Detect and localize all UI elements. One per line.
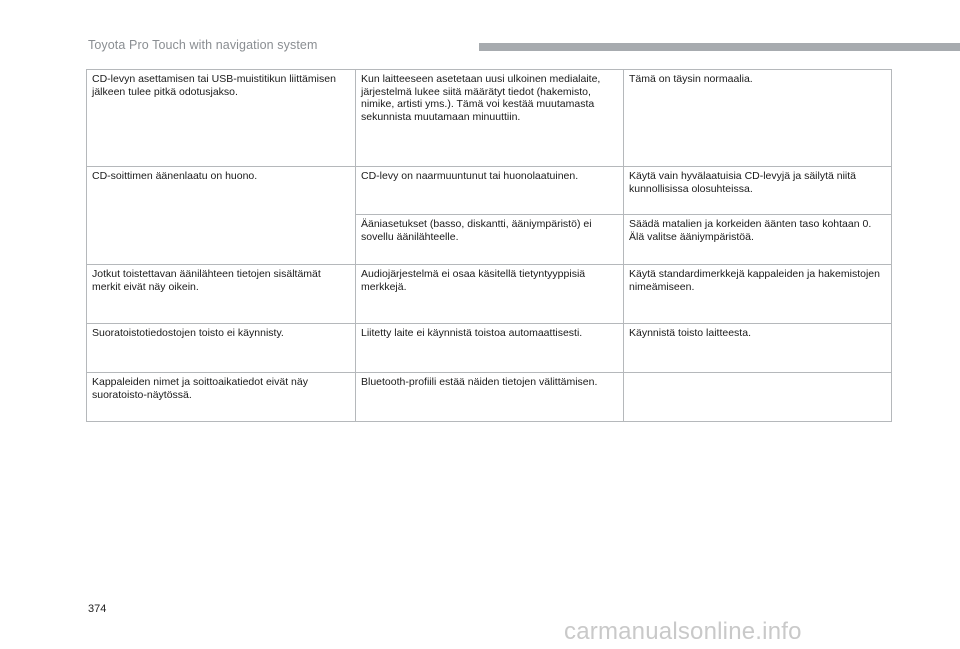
solution-cell: Säädä matalien ja korkeiden äänten taso kohtaan 0. Älä valitse ääniympäristöä.	[624, 215, 892, 265]
problem-cell: CD-levyn asettamisen tai USB-muistitikun liittämisen jälkeen tulee pitkä odotusjakso.	[87, 70, 356, 167]
solution-cell: Käytä vain hyvälaatuisia CD-levyjä ja säilytä niitä kunnollisissa olosuhteissa.	[624, 167, 892, 215]
cause-cell: Bluetooth-profiili estää näiden tietojen välittämisen.	[356, 373, 624, 422]
problem-cell: Suoratoistotiedostojen toisto ei käynnisty.	[87, 324, 356, 373]
header-bar	[479, 43, 960, 51]
watermark: carmanualsonline.info	[564, 618, 802, 645]
problem-cell: Jotkut toistettavan äänilähteen tietojen sisältämät merkit eivät näy oikein.	[87, 265, 356, 324]
solution-cell: Tämä on täysin normaalia.	[624, 70, 892, 167]
cause-cell: Audiojärjestelmä ei osaa käsitellä tietyntyyppisiä merkkejä.	[356, 265, 624, 324]
solution-cell: Käytä standardimerkkejä kappaleiden ja hakemistojen nimeämiseen.	[624, 265, 892, 324]
cause-cell: CD-levy on naarmuuntunut tai huonolaatuinen.	[356, 167, 624, 215]
troubleshooting-table	[86, 69, 892, 422]
cause-cell: Kun laitteeseen asetetaan uusi ulkoinen medialaite, järjestelmä lukee siitä määrätyt tiedot (hakemisto, nimike, artisti yms.). Tämä voi kestää muutamasta sekunnista muutamaan minuuttiin.	[356, 70, 624, 167]
table-row	[87, 373, 892, 422]
page-number: 374	[88, 603, 107, 615]
cause-cell: Ääniasetukset (basso, diskantti, ääniympäristö) ei sovellu äänilähteelle.	[356, 215, 624, 265]
cause-cell: Liitetty laite ei käynnistä toistoa automaattisesti.	[356, 324, 624, 373]
table-row	[87, 324, 892, 373]
table-row	[87, 167, 892, 215]
header-title: Toyota Pro Touch with navigation system	[88, 38, 318, 52]
table-row	[87, 70, 892, 167]
table-row	[87, 265, 892, 324]
problem-cell: CD-soittimen äänenlaatu on huono.	[87, 167, 356, 265]
solution-cell: Käynnistä toisto laitteesta.	[624, 324, 892, 373]
problem-cell: Kappaleiden nimet ja soittoaikatiedot eivät näy suoratoisto-näytössä.	[87, 373, 356, 422]
solution-cell	[624, 373, 892, 422]
